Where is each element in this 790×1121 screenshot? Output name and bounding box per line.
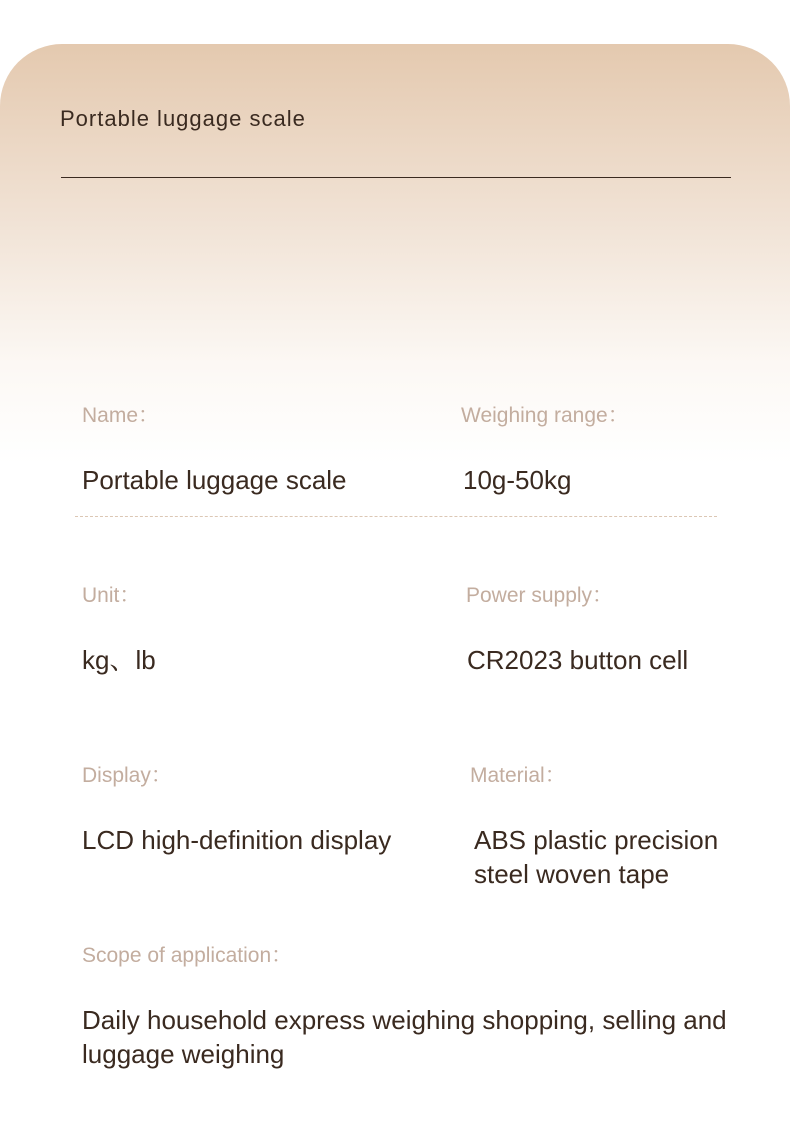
spec-label-name: Name： [82,404,160,427]
title-divider [61,177,731,178]
spec-label-weighing-range: Weighing range： [461,404,629,427]
spec-value-name: Portable luggage scale [82,465,347,495]
spec-label-power-supply: Power supply： [466,584,614,607]
spec-value-power-supply: CR2023 button cell [467,645,689,675]
spec-value-unit: kg、lb [82,645,156,675]
spec-value-weighing-range: 10g-50kg [463,465,572,495]
page-title: Portable luggage scale [60,106,306,131]
row-divider [75,516,717,517]
spec-label-unit: Unit： [82,584,141,607]
spec-value-scope: Daily household express weighing shopping, selling and luggage weighing [82,1005,727,1069]
spec-value-display: LCD high-definition display [82,825,392,855]
spec-label-material: Material： [470,764,566,787]
spec-value-material: ABS plastic precision steel woven tape [474,825,719,889]
spec-label-scope: Scope of application： [82,944,293,967]
spec-label-display: Display： [82,764,172,787]
